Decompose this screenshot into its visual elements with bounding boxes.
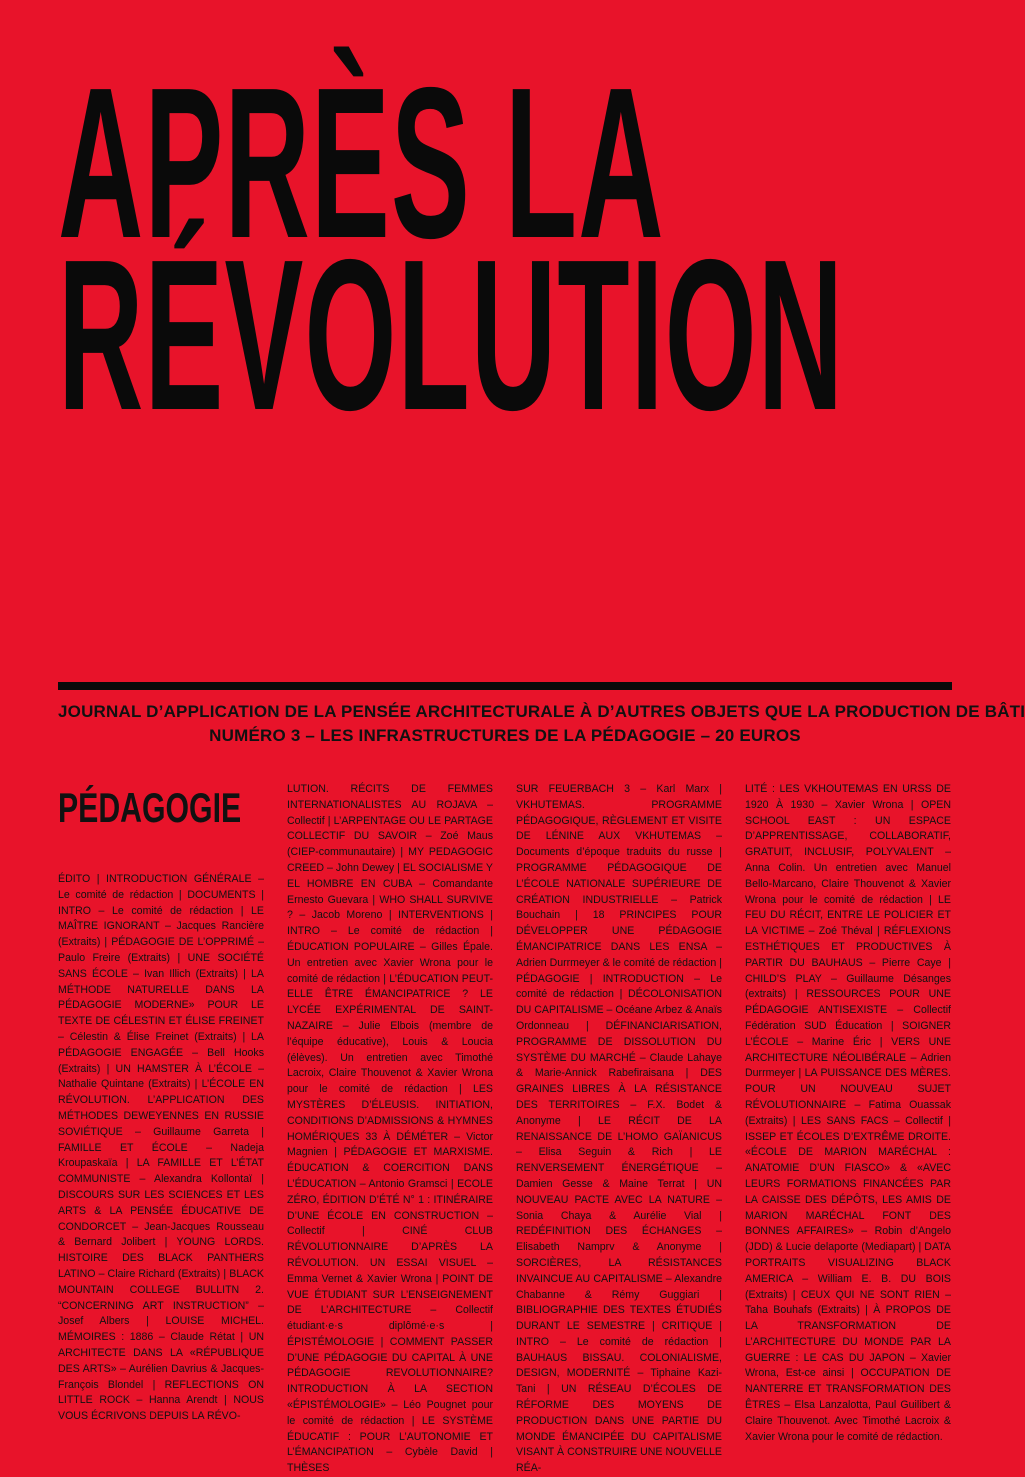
title-line-1: APRÈS LA — [58, 42, 665, 283]
toc-column-4 — [745, 782, 951, 1443]
subtitle-line-2: NUMÉRO 3 – LES INFRASTRUCTURES DE LA PÉDAGOGIE – 20 EUROS — [209, 726, 801, 745]
toc-column-4-text: LITÉ : LES VKHOUTEMAS EN URSS DE 1920 À 1930 – Xavier Wrona | OPEN SCHOOL EAST : UN ESPACE D’APPRENTISSAGE, COLLABORATIF, GRATUIT, INCLUSIF, POLYVALENT – Anna Colin. Un entretien avec Manuel Bello-Marcano, Claire Thouvenot & Xavier Wrona pour le comité de rédaction | LE FEU DU RÉCIT, ENTRE LE POLICIER ET LA VICTIME – Zoé Théval | RÉFLEXIONS ESTHÉTIQUES ET PRODUCTIVES À PARTIR DU BAUHAUS – Pierre Caye | CHILD’S PLAY – Guillaume Désanges (extraits) | RESSOURCES POUR UNE PÉDAGOGIE ANTISEXISTE – Collectif Fédération SUD Éducation | SOIGNER L’ÉCOLE – Marine Éric | VERS UNE ARCHITECTURE NÉOLIBÉRALE – Adrien Durrmeyer | LA PUISSANCE DES MÈRES. POUR UN NOUVEAU SUJET RÉVOLUTIONNAIRE – Fatima Ouassak (Extraits) | LES SANS FACS – Collectif | ISSEP ET ÉCOLES D’EXTRÊME DROITE. «ÉCOLE DE MARION MARÉCHAL : ANATOMIE D’UN FIASCO» & «AVEC LEURS FORMATIONS FINANCÉES PAR LA CAISSE DES DÉPÔTS, LES AMIS DE MARION MARÉCHAL FONT DES BONNES AFFAIRES» – Robin d’Angelo (JDD) & Lucie delaporte (Mediapart) | DATA PORTRAITS VISUALIZING BLACK AMERICA – William E. B. DU BOIS (Extraits) | CEUX QUI NE SONT RIEN – Taha Bouhafs (Extraits) | À PROPOS DE LA TRANSFORMATION DE L’ARCHITECTURE DU MONDE PAR LA GUERRE : LE CAS DU JAPON – Xavier Wrona, Est-ce ainsi | OCCUPATION DE NANTERRE ET TRANSFORMATION DES ÊTRES – Elsa Lanzalotta, Paul Guilibert & Claire Thouvenot. Avec Timothé Lacroix & Xavier Wrona pour le comité de rédaction. — [745, 783, 951, 1443]
toc-column-2-text: LUTION. RÉCITS DE FEMMES INTERNATIONALISTES AU ROJAVA – Collectif | L’ARPENTAGE OU LE PARTAGE COLLECTIF DU SAVOIR – Zoé Maus (CIEP-communautaire) | MY PEDAGOGIC CREED – John Dewey | EL SOCIALISME Y EL HOMBRE EN CUBA – Comandante Ernesto Guevara | WHO SHALL SURVIVE ? – Jacob Moreno | INTERVENTIONS | INTRO – Le comité de rédaction | ÉDUCATION POPULAIRE – Gilles Épale. Un entretien avec Xavier Wrona pour le comité de rédaction | L’ÉDUCATION PEUT-ELLE ÊTRE ÉMANCIPATRICE ? LE LYCÉE EXPÉRIMENTAL DE SAINT-NAZAIRE – Julie Elbois (membre de l’équipe éducative), Louis & Loucia (élèves). Un entretien avec Timothé Lacroix, Claire Thouvenot & Xavier Wrona pour le comité de rédaction | LES MYSTÈRES D’ÉLEUSIS. INITIATION, CONDITIONS D’ADMISSIONS & HYMNES HOMÉRIQUES 33 À DÉMÉTER – Victor Magnien | PÉDAGOGIE ET MARXISME. ÉDUCATION & COERCITION DANS L’ÉDUCATION – Antonio Gramsci | ECOLE ZÉRO, ÉDITION D’ÉTÉ N° 1 : ITINÉRAIRE D’UNE ÉCOLE EN CONSTRUCTION – Collectif | CINÉ CLUB RÉVOLUTIONNAIRE D’APRÈS LA RÉVOLUTION. UN ESSAI VISUEL – Emma Vernet & Xavier Wrona | POINT DE VUE ÉTUDIANT SUR L’ENSEIGNEMENT DE L’ARCHITECTURE – Collectif étudiant·e·s diplômé·e·s | ÉPISTÉMOLOGIE | COMMENT PASSER D’UNE PÉDAGOGIE DU CAPITAL À UNE PÉDAGOGIE REVOLUTIONNAIRE? INTRODUCTION À LA SECTION «ÉPISTÉMOLOGIE» – Léo Pougnet pour le comité de rédaction | LE SYSTÈME ÉDUCATIF : POUR L’AUTONOMIE ET L’ÉMANCIPATION – Cybèle David | THÈSES — [287, 783, 493, 1475]
toc-column-3 — [516, 782, 722, 1475]
toc-column-1-text: ÉDITO | INTRODUCTION GÉNÉRALE – Le comité de rédaction | DOCUMENTS | INTRO – Le comité de rédaction | LE MAÎTRE IGNORANT – Jacques Rancière (Extraits) | PÉDAGOGIE DE L’OPPRIMÉ – Paulo Freire (Extraits) | UNE SOCIÉTÉ SANS ÉCOLE – Ivan Illich (Extraits) | LA MÉTHODE NATURELLE DANS LA PÉDAGOGIE MODERNE» POUR LE TEXTE DE CÉLESTIN ET ÉLISE FREINET – Célestin & Élise Freinet (Extraits) | LA PÉDAGOGIE ENGAGÉE – Bell Hooks (Extraits) | UN HAMSTER À L’ÉCOLE – Nathalie Quintane (Extraits) | L’ÉCOLE EN RÉVOLUTION. L’APPLICATION DES MÉTHODES DEWEYENNES EN RUSSIE SOVIÉTIQUE – Guillaume Garreta | FAMILLE ET ÉCOLE – Nadeja Kroupaskaïa | LA FAMILLE ET L’ÉTAT COMMUNISTE – Alexandra Kollontaï | DISCOURS SUR LES SCIENCES ET LES ARTS & LA PENSÉE ÉDUCATIVE DE CONDORCET – Jean-Jacques Rousseau & Bernard Jolibert | YOUNG LORDS. HISTOIRE DES BLACK PANTHERS LATINO – Claire Richard (Extraits) | BLACK MOUNTAIN COLLEGE BULLITN 2. “CONCERNING ART INSTRUCTION” – Josef Albers | LOUISE MICHEL. MÉMOIRES : 1886 – Claude Rétat | UN ARCHITECTE DANS LA «RÉPUBLIQUE DES ARTS» – Aurélien Davrius & Jacques-François Blondel | REFLECTIONS ON LITTLE ROCK – Hanna Arendt | NOUS VOUS ÉCRIVONS DEPUIS LA RÉVO- — [58, 873, 264, 1423]
toc-column-2 — [287, 782, 493, 1475]
section-title: PÉDAGOGIE — [58, 784, 242, 831]
table-of-contents — [58, 782, 952, 1475]
subtitle-line-1: JOURNAL D’APPLICATION DE LA PENSÉE ARCHITECTURALE À D’AUTRES OBJETS QUE LA PRODUCTION DE BÂTI — [58, 702, 1025, 721]
toc-column-1 — [58, 782, 264, 1423]
horizontal-rule — [58, 682, 952, 690]
title-line-2: RÉVOLUTION — [58, 214, 845, 455]
toc-column-3-text: SUR FEUERBACH 3 – Karl Marx | VKHUTEMAS. PROGRAMME PÉDAGOGIQUE, RÈGLEMENT ET VISITE DE LÉNINE AUX VKHUTEMAS – Documents d’époque traduits du russe | PROGRAMME PÉDAGOGIQUE DE L’ÉCOLE NATIONALE SUPÉRIEURE DE CRÉATION INDUSTRIELLE – Patrick Bouchain | 18 PRINCIPES POUR DÉVELOPPER UNE PÉDAGOGIE ÉMANCIPATRICE DANS LES ENSA – Adrien Durrmeyer & le comité de rédaction | PÉDAGOGIE | INTRODUCTION – Le comité de rédaction | DÉCOLONISATION DU CAPITALISME – Océane Arbez & Anaïs Ordonneau | DÉFINANCIARISATION, PROGRAMME DE DISSOLUTION DU SYSTÈME DU MARCHÉ – Claude Lahaye & Marie-Annick Rabefiraisana | DES GRAINES LIBRES À LA RÉSISTANCE DES TERRITOIRES – F.X. Bodet & Anonyme | LE RÉCIT DE LA RENAISSANCE DE L’HOMO GAÏANICUS – Elisa Seguin & Rich | LE RENVERSEMENT ÉNERGÉTIQUE – Damien Gesse & Maine Terrat | UN NOUVEAU PACTE AVEC LA NATURE – Sonia Chaya & Aurélie Vial | REDÉFINITION DES ÉCHANGES – Elisabeth Namprv & Anonyme | SORCIÈRES, LA RÉSISTANCES INVAINCUE AU CAPITALISME – Alexandre Chabanne & Rémy Guggiari | BIBLIOGRAPHIE DES TEXTES ÉTUDIÉS DURANT LE SEMESTRE | CRITIQUE | INTRO – Le comité de rédaction | BAUHAUS BISSAU. COLONIALISME, DESIGN, MODERNITÉ – Tiphaine Kazi-Tani | UN RÉSEAU D’ÉCOLES DE RÉFORME DES MOYENS DE PRODUCTION DANS UNE PARTIE DU MONDE ÉMANCIPÉE DU CAPITALISME VISANT À CONSTRUIRE UNE NOUVELLE RÉA- — [516, 783, 722, 1475]
